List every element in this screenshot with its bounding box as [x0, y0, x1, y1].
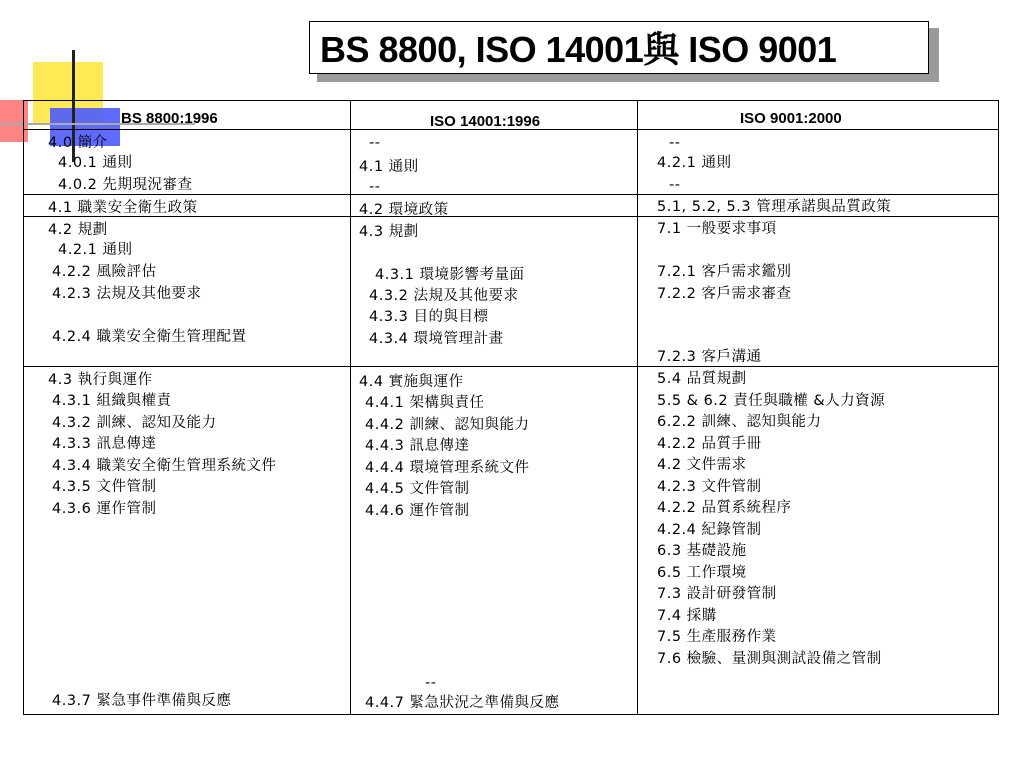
cell-line: 4.4 實施與運作 — [359, 374, 464, 390]
header-iso14001: ISO 14001:1996 — [430, 113, 541, 130]
cell-line: 4.1 通則 — [359, 159, 419, 175]
cell-line: 4.4.4 環境管理系統文件 — [365, 460, 530, 476]
cell-line: 7.6 檢驗、量測與測試設備之管制 — [657, 651, 882, 667]
cell-line: 7.2.1 客戶需求鑑別 — [657, 264, 792, 280]
cell-line: 4.0.1 通則 — [58, 155, 133, 171]
cell-line: -- — [369, 135, 381, 151]
cell-line: -- — [425, 675, 437, 691]
cell-line: 4.2.1 通則 — [657, 155, 732, 171]
comparison-table — [23, 100, 999, 715]
cell-line: 4.3.4 職業安全衛生管理系統文件 — [52, 458, 277, 474]
cell-line: 7.2.2 客戶需求審查 — [657, 286, 792, 302]
cell-line: 4.2.1 通則 — [58, 242, 133, 258]
cell-line: 4.2.2 風險評估 — [52, 264, 157, 280]
cell-line: 4.3.7 緊急事件準備與反應 — [52, 693, 232, 709]
cell-line: 5.4 品質規劃 — [657, 371, 747, 387]
cell-line: 4.4.7 緊急狀況之準備與反應 — [365, 695, 560, 711]
cell-line: 4.3 規劃 — [359, 224, 419, 240]
cell-line: 7.3 設計研發管制 — [657, 586, 777, 602]
cell-line: 4.2 環境政策 — [359, 202, 449, 218]
cell-line: 4.2.3 文件管制 — [657, 479, 762, 495]
cell-line: 4.3.2 法規及其他要求 — [369, 288, 519, 304]
header-bs8800: BS 8800:1996 — [121, 110, 218, 127]
cell-line: 7.1 一般要求事項 — [657, 221, 777, 237]
cell-line: 4.1 職業安全衛生政策 — [48, 200, 198, 216]
column-divider — [350, 101, 351, 714]
cell-line: 4.3.6 運作管制 — [52, 501, 157, 517]
cell-line: 7.4 採購 — [657, 608, 717, 624]
header-iso9001: ISO 9001:2000 — [740, 110, 842, 127]
cell-line: 4.0 簡介 — [48, 135, 108, 151]
cell-line: 4.3.3 目的與目標 — [369, 309, 489, 325]
cell-line: 4.2.4 紀錄管制 — [657, 522, 762, 538]
cell-line: 4.3.4 環境管理計畫 — [369, 331, 504, 347]
cell-line: -- — [669, 177, 681, 193]
cell-line: -- — [369, 179, 381, 195]
cell-line: 7.5 生產服務作業 — [657, 629, 777, 645]
cell-line: 4.2.2 品質系統程序 — [657, 500, 792, 516]
cell-line: 5.5 & 6.2 責任與職權 &人力資源 — [657, 393, 886, 409]
cell-line: 4.4.1 架構與責任 — [365, 395, 485, 411]
cell-line: 4.2.2 品質手冊 — [657, 436, 762, 452]
cell-line: 4.3.2 訓練、認知及能力 — [52, 415, 217, 431]
cell-line: 6.2.2 訓練、認知與能力 — [657, 414, 822, 430]
slide-title: BS 8800, ISO 14001與 ISO 9001 — [320, 29, 837, 70]
cell-line: 4.0.2 先期現況審查 — [58, 177, 193, 193]
cell-line: 4.2.4 職業安全衛生管理配置 — [52, 329, 247, 345]
cell-line: 4.4.3 訊息傳達 — [365, 438, 470, 454]
cell-line: 6.5 工作環境 — [657, 565, 747, 581]
cell-line: 4.4.5 文件管制 — [365, 481, 470, 497]
title-box — [309, 21, 929, 74]
cell-line: 6.3 基礎設施 — [657, 543, 747, 559]
cell-line: 4.3.3 訊息傳達 — [52, 436, 157, 452]
cell-line: 5.1, 5.2, 5.3 管理承諾與品質政策 — [657, 199, 892, 215]
cell-line: -- — [669, 135, 681, 151]
cell-line: 4.3.1 環境影響考量面 — [375, 267, 525, 283]
cell-line: 4.3 執行與運作 — [48, 372, 153, 388]
cell-line: 4.2.3 法規及其他要求 — [52, 286, 202, 302]
cell-line: 4.2 文件需求 — [657, 457, 747, 473]
cell-line: 4.4.6 運作管制 — [365, 503, 470, 519]
column-divider — [637, 101, 638, 714]
cell-line: 4.3.5 文件管制 — [52, 479, 157, 495]
cell-line: 4.4.2 訓練、認知與能力 — [365, 417, 530, 433]
cell-line: 7.2.3 客戶溝通 — [657, 349, 762, 365]
row-divider — [24, 366, 998, 367]
cell-line: 4.3.1 組織與權責 — [52, 393, 172, 409]
cell-line: 4.2 規劃 — [48, 222, 108, 238]
